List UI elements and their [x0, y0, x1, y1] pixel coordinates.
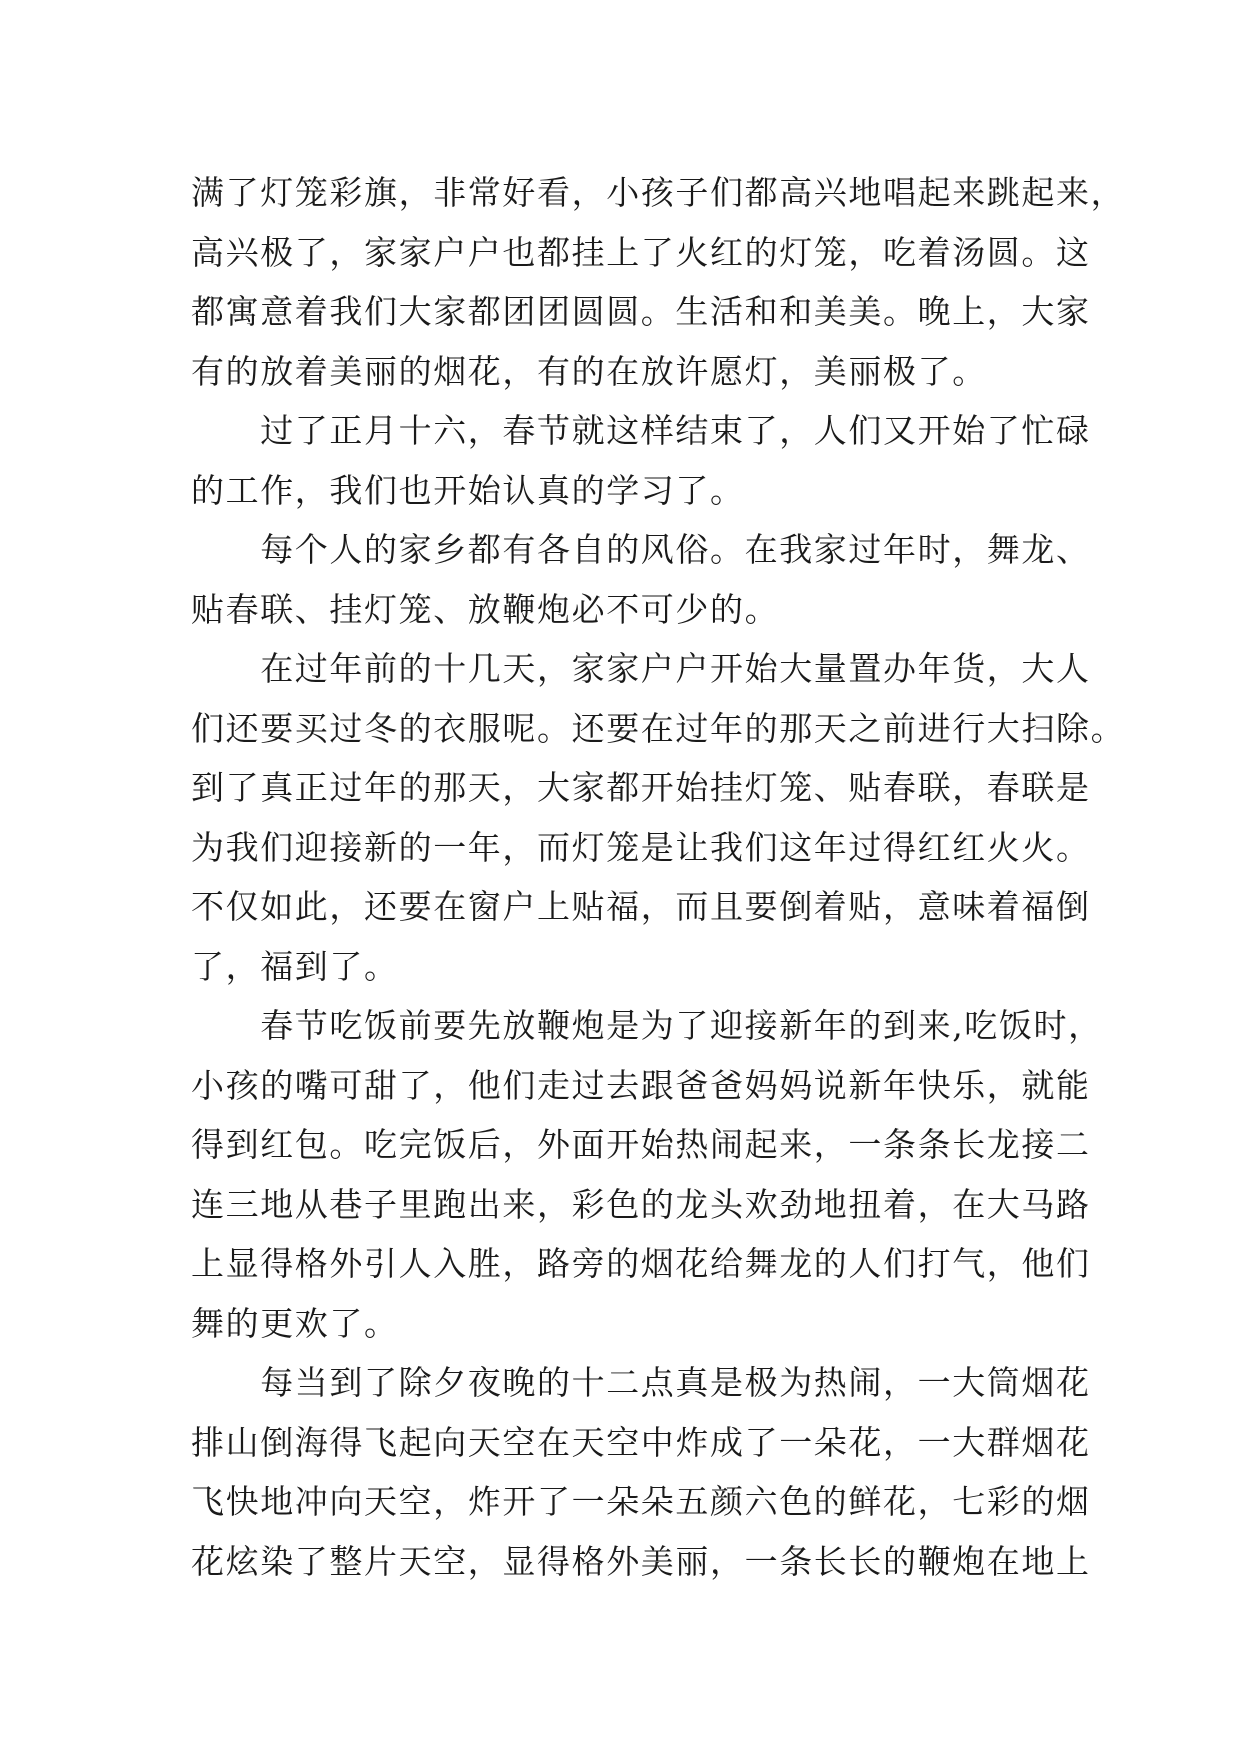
text-line: 都寓意着我们大家都团团圆圆。生活和和美美。晚上，大家	[191, 292, 1091, 331]
body-text	[191, 163, 1126, 1591]
text-line: 的工作，我们也开始认真的学习了。	[191, 470, 745, 510]
text-line: 小孩的嘴可甜了，他们走过去跟爸爸妈妈说新年快乐，就能	[191, 1065, 1091, 1105]
text-line: 为我们迎接新的一年，而灯笼是让我们这年过得红红火火。	[191, 827, 1091, 867]
text-line: 每个人的家乡都有各自的风俗。在我家过年时，舞龙、	[191, 530, 1091, 569]
text-line: 连三地从巷子里跑出来，彩色的龙头欢劲地扭着，在大马路	[191, 1184, 1091, 1224]
text-line: 上显得格外引人入胜，路旁的烟花给舞龙的人们打气，他们	[191, 1244, 1091, 1283]
text-line: 了，福到了。	[191, 946, 399, 986]
text-line: 得到红包。吃完饭后，外面开始热闹起来，一条条长龙接二	[191, 1125, 1091, 1164]
text-line: 到了真正过年的那天，大家都开始挂灯笼、贴春联，春联是	[191, 768, 1091, 807]
text-line: 排山倒海得飞起向天空在天空中炸成了一朵花，一大群烟花	[191, 1422, 1091, 1462]
text-line: 贴春联、挂灯笼、放鞭炮必不可少的。	[191, 589, 780, 629]
text-line: 春节吃饭前要先放鞭炮是为了迎接新年的到来,吃饭时，	[191, 1006, 1103, 1045]
text-line: 花炫染了整片天空，显得格外美丽，一条长长的鞭炮在地上	[191, 1541, 1091, 1581]
text-line: 满了灯笼彩旗，非常好看，小孩子们都高兴地唱起来跳起来，	[191, 173, 1126, 212]
text-line: 飞快地冲向天空，炸开了一朵朵五颜六色的鲜花，七彩的烟	[191, 1482, 1091, 1521]
text-line: 不仅如此，还要在窗户上贴福，而且要倒着贴，意味着福倒	[191, 887, 1091, 926]
text-line: 过了正月十六，春节就这样结束了，人们又开始了忙碌	[191, 411, 1091, 450]
text-line: 有的放着美丽的烟花，有的在放许愿灯，美丽极了。	[191, 351, 987, 391]
text-line: 高兴极了，家家户户也都挂上了火红的灯笼，吃着汤圆。这	[191, 232, 1091, 272]
text-line: 们还要买过冬的衣服呢。还要在过年的那天之前进行大扫除。	[191, 708, 1126, 748]
text-line: 在过年前的十几天，家家户户开始大量置办年货，大人	[191, 649, 1091, 688]
text-line: 每当到了除夕夜晚的十二点真是极为热闹，一大筒烟花	[191, 1363, 1091, 1402]
text-line: 舞的更欢了。	[191, 1303, 399, 1343]
